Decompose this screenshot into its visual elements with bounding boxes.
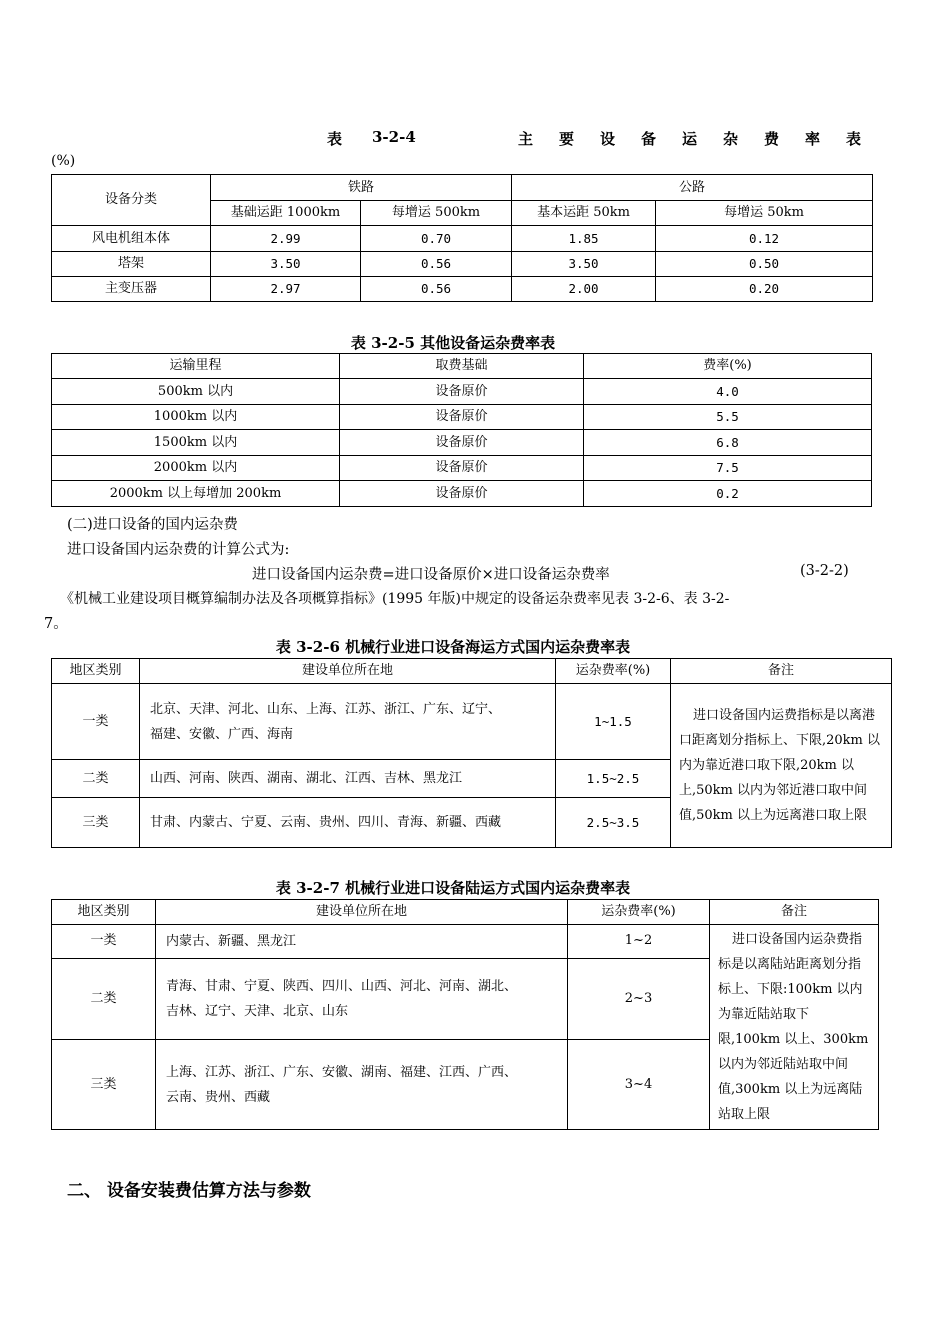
header-road: 公路 (512, 175, 873, 201)
title-char: 设 (600, 130, 616, 148)
paragraph-import-freight: (二)进口设备的国内运杂费 (67, 517, 238, 533)
header-location: 建设单位所在地 (156, 900, 568, 925)
cell: 500km 以内 (52, 379, 340, 405)
cell: 二类 (52, 760, 140, 798)
cell-location (140, 684, 556, 760)
cell: 0.56 (361, 252, 512, 277)
cell: 设备原价 (340, 430, 584, 456)
cell: 0.56 (361, 277, 512, 302)
header-region: 地区类别 (52, 900, 156, 925)
cell: 5.5 (584, 405, 872, 430)
table-row (52, 379, 872, 405)
cell: 0.2 (584, 481, 872, 507)
cell-location: 山西、河南、陕西、湖南、湖北、江西、吉林、黑龙江 (140, 760, 556, 798)
formula-number: (3-2-2) (800, 563, 849, 579)
cell: 0.12 (656, 226, 873, 252)
subheader: 基本运距 50km (512, 201, 656, 226)
table-3-2-4 (51, 174, 873, 302)
header-location: 建设单位所在地 (140, 659, 556, 684)
cell: 4.0 (584, 379, 872, 405)
cell: 1~1.5 (556, 684, 671, 760)
title-char: 表 (327, 130, 343, 148)
header-rate: 运杂费率(%) (556, 659, 671, 684)
subheader: 每增运 500km (361, 201, 512, 226)
header-distance: 运输里程 (52, 354, 340, 379)
cell: 6.8 (584, 430, 872, 456)
cell: 3.50 (512, 252, 656, 277)
cell: 设备原价 (340, 456, 584, 481)
table-row (52, 226, 873, 252)
note-text: 进口设备国内运杂费指标是以离陆站距离划分指标上、下限:100km 以内为靠近陆站取下限,100km 以上、300km 以内为邻近陆站取中间值,300km 以上为远离陆站取上限 (718, 932, 869, 1122)
location-line: 吉林、辽宁、天津、北京、山东 (166, 1004, 349, 1020)
cell-location: 内蒙古、新疆、黑龙江 (156, 925, 568, 959)
cell: 2000km 以内 (52, 456, 340, 481)
location-line: 青海、甘肃、宁夏、陕西、四川、山西、河北、河南、湖北、 (166, 979, 518, 995)
table-row (52, 252, 873, 277)
paragraph-reference-cont: 7。 (44, 616, 68, 632)
location-line: 上海、江苏、浙江、广东、安徽、湖南、福建、江西、广西、 (166, 1064, 518, 1080)
cell: 2.97 (211, 277, 361, 302)
header-basis: 取费基础 (340, 354, 584, 379)
note-cell (671, 684, 892, 848)
header-rail: 铁路 (211, 175, 512, 201)
header-region: 地区类别 (52, 659, 140, 684)
header-note: 备注 (710, 900, 879, 925)
title-char: 杂 (723, 130, 739, 148)
cell-location (156, 1040, 568, 1130)
cell: 1~2 (568, 925, 710, 959)
cell: 0.50 (656, 252, 873, 277)
formula: 进口设备国内运杂费=进口设备原价×进口设备运杂费率 (252, 567, 610, 583)
table-3-2-5 (51, 353, 872, 507)
unit-label: (%) (51, 153, 76, 169)
header-note: 备注 (671, 659, 892, 684)
table-row (52, 925, 879, 959)
cell: 一类 (52, 925, 156, 959)
cell: 风电机组本体 (52, 226, 211, 252)
title-char: 3-2-4 (372, 128, 416, 146)
table-row (52, 481, 872, 507)
cell: 三类 (52, 798, 140, 848)
paragraph-formula-intro: 进口设备国内运杂费的计算公式为: (67, 542, 290, 558)
cell: 设备原价 (340, 379, 584, 405)
cell: 1.5~2.5 (556, 760, 671, 798)
subheader: 每增运 50km (656, 201, 873, 226)
title-char: 主 (518, 130, 534, 148)
cell: 塔架 (52, 252, 211, 277)
cell: 设备原价 (340, 481, 584, 507)
cell: 一类 (52, 684, 140, 760)
cell: 3~4 (568, 1040, 710, 1130)
cell: 7.5 (584, 456, 872, 481)
table-row (52, 456, 872, 481)
table-row (52, 430, 872, 456)
table-3-2-4-title (0, 128, 950, 148)
table-3-2-7 (51, 899, 879, 1130)
cell: 2.99 (211, 226, 361, 252)
title-char: 费 (764, 130, 780, 148)
cell: 设备原价 (340, 405, 584, 430)
cell: 2.5~3.5 (556, 798, 671, 848)
cell: 二类 (52, 958, 156, 1039)
note-cell (710, 925, 879, 1130)
cell: 2.00 (512, 277, 656, 302)
cell: 1500km 以内 (52, 430, 340, 456)
table-3-2-5-title: 表 3-2-5 其他设备运杂费率表 (350, 334, 556, 352)
cell: 1000km 以内 (52, 405, 340, 430)
table-row (52, 277, 873, 302)
cell: 2000km 以上每增加 200km (52, 481, 340, 507)
header-rate: 运杂费率(%) (568, 900, 710, 925)
table-3-2-6 (51, 658, 892, 848)
table-3-2-7-title: 表 3-2-7 机械行业进口设备陆运方式国内运杂费率表 (275, 879, 631, 897)
cell: 2~3 (568, 958, 710, 1039)
cell: 1.85 (512, 226, 656, 252)
subheader: 基础运距 1000km (211, 201, 361, 226)
location-line: 云南、贵州、西藏 (166, 1089, 271, 1105)
header-rate: 费率(%) (584, 354, 872, 379)
cell: 0.20 (656, 277, 873, 302)
title-char: 要 (559, 130, 575, 148)
paragraph-reference: 《机械工业建设项目概算编制办法及各项概算指标》(1995 年版)中规定的设备运杂费率见表 3-2-6、表 3-2- (60, 591, 730, 607)
cell: 主变压器 (52, 277, 211, 302)
table-row (52, 684, 892, 760)
title-char: 运 (682, 130, 698, 148)
cell: 0.70 (361, 226, 512, 252)
note-text: 进口设备国内运费指标是以离港口距离划分指标上、下限,20km 以内为靠近港口取下限,20km 以上,50km 以内为邻近港口取中间值,50km 以上为远离港口取上限 (679, 708, 881, 823)
cell: 3.50 (211, 252, 361, 277)
cell-location: 甘肃、内蒙古、宁夏、云南、贵州、四川、青海、新疆、西藏 (140, 798, 556, 848)
location-line: 福建、安徽、广西、海南 (150, 726, 294, 742)
table-3-2-6-title: 表 3-2-6 机械行业进口设备海运方式国内运杂费率表 (275, 638, 631, 656)
table-row (52, 405, 872, 430)
cell: 三类 (52, 1040, 156, 1130)
location-line: 北京、天津、河北、山东、上海、江苏、浙江、广东、辽宁、 (150, 701, 502, 717)
cell-location (156, 958, 568, 1039)
title-char: 备 (641, 130, 657, 148)
title-char: 表 (846, 130, 862, 148)
header-category: 设备分类 (52, 175, 211, 226)
section-heading: 二、 设备安装费估算方法与参数 (67, 1181, 311, 1201)
title-char: 率 (805, 130, 821, 148)
